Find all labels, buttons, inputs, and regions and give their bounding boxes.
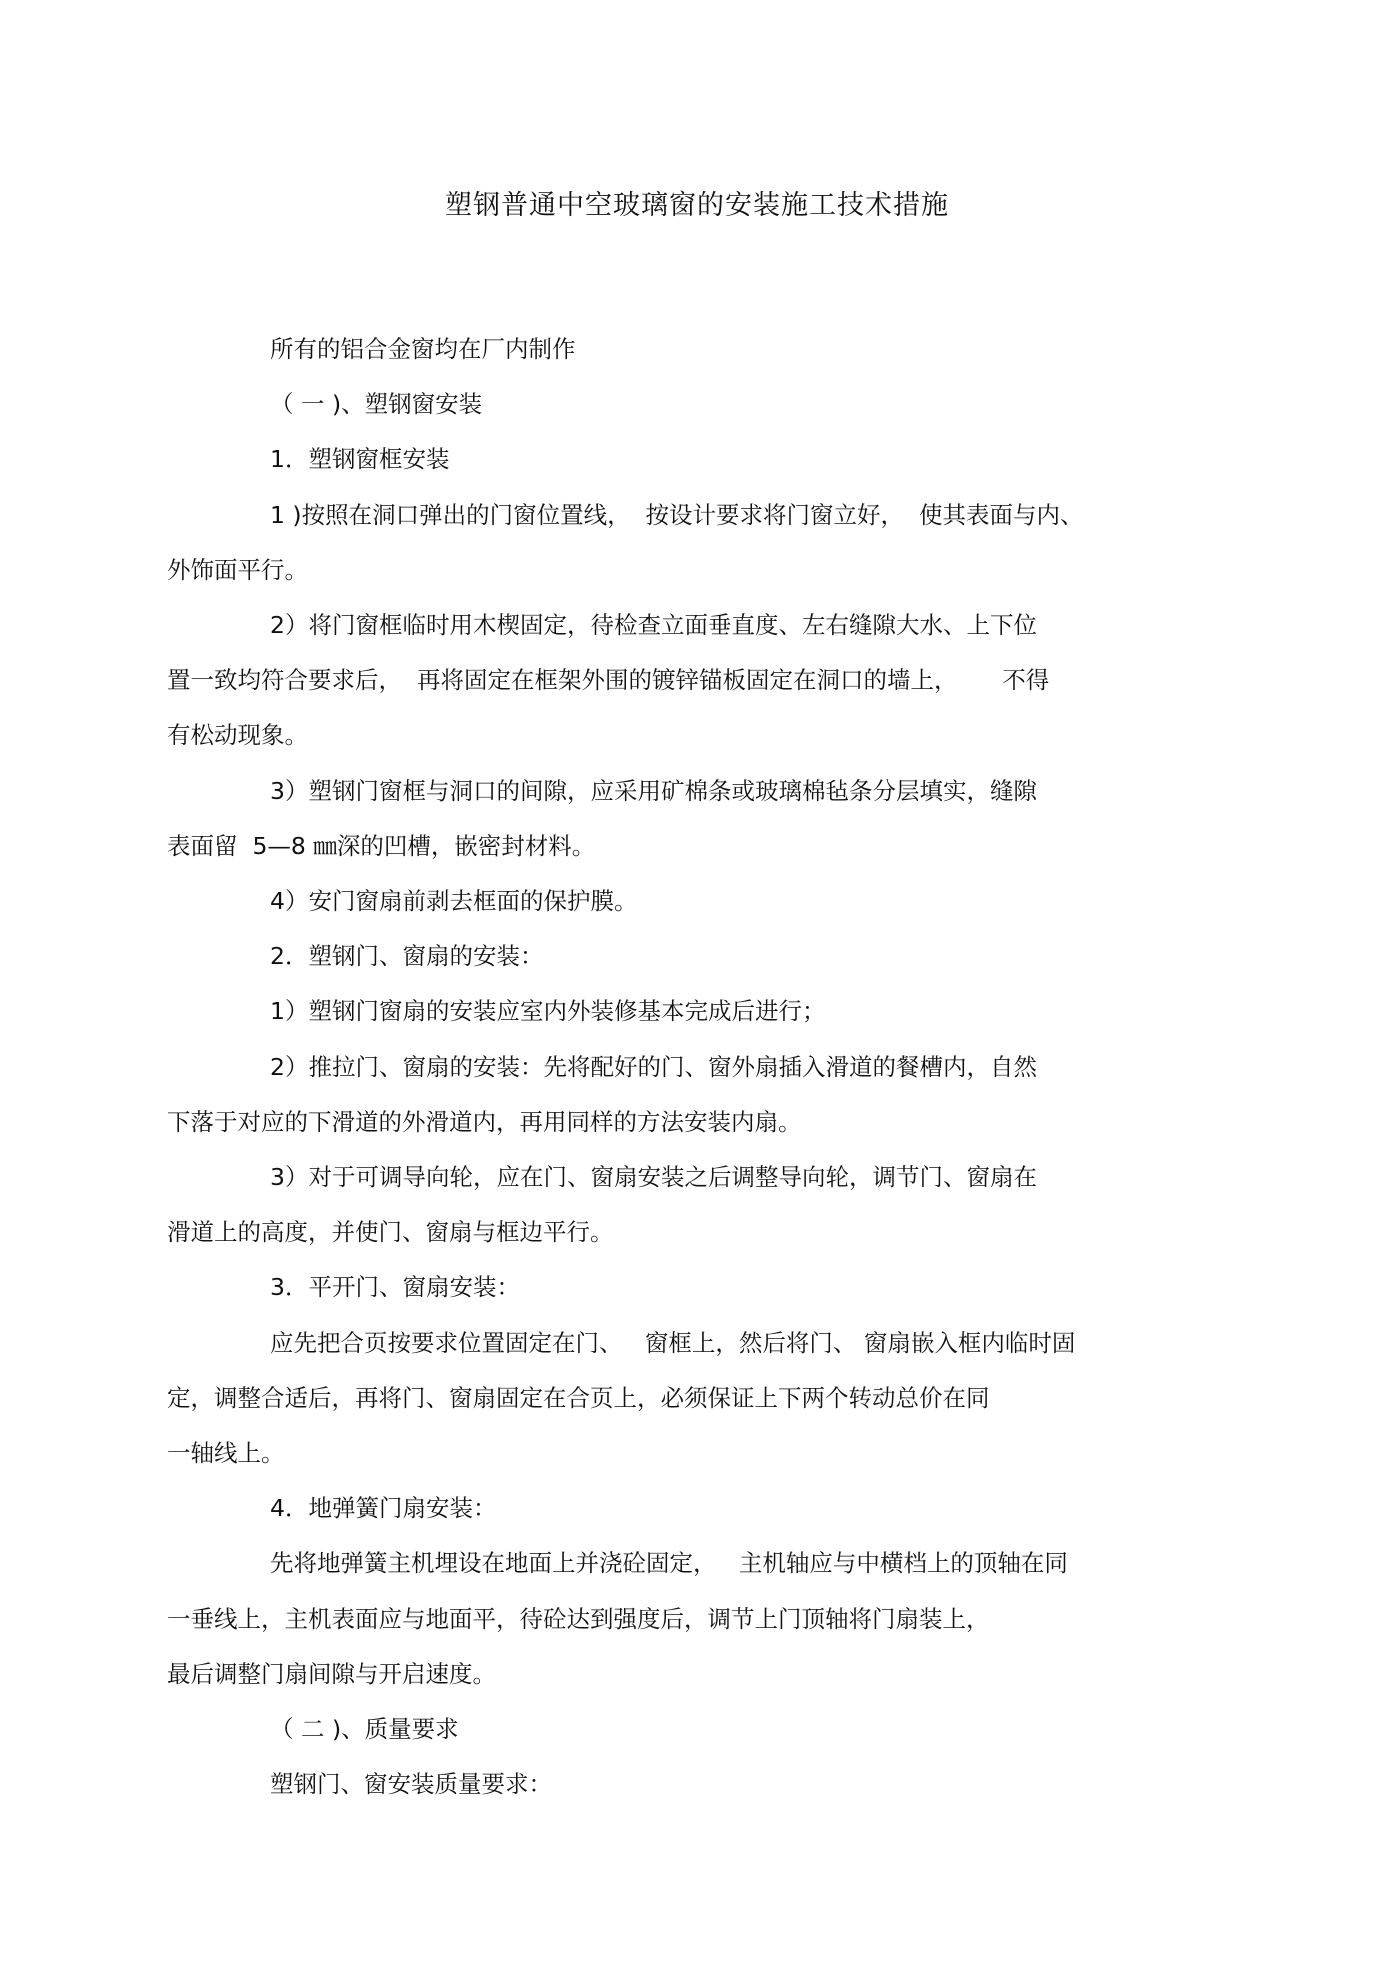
text-line: 定，调整合适后，再将门、窗扇固定在合页上，必须保证上下两个转动总价在同 bbox=[167, 1383, 990, 1412]
text-line: 置一致均符合要求后， 再将固定在框架外围的镀锌锚板固定在洞口的墙上， 不得 bbox=[167, 666, 1050, 695]
text-line: 3．平开门、窗扇安装： bbox=[270, 1273, 520, 1302]
text-line: 2）推拉门、窗扇的安装：先将配好的门、窗外扇插入滑道的餐槽内，自然 bbox=[270, 1052, 1037, 1081]
text-line: 最后调整门扇间隙与开启速度。 bbox=[167, 1659, 496, 1688]
text-line: 塑钢门、窗安装质量要求： bbox=[270, 1770, 552, 1799]
text-line: 2．塑钢门、窗扇的安装： bbox=[270, 942, 544, 971]
text-line: 4）安门窗扇前剥去框面的保护膜。 bbox=[270, 887, 638, 916]
text-line: 4．地弹簧门扇安装： bbox=[270, 1494, 497, 1523]
text-line: （ 二 )、质量要求 bbox=[270, 1715, 459, 1744]
text-line: 有松动现象。 bbox=[167, 721, 308, 750]
text-line: （ 一 )、塑钢窗安装 bbox=[270, 390, 483, 419]
text-line: 1）塑钢门窗扇的安装应室内外装修基本完成后进行； bbox=[270, 997, 826, 1026]
text-line: 滑道上的高度，并使门、窗扇与框边平行。 bbox=[167, 1218, 614, 1247]
text-line: 下落于对应的下滑道的外滑道内，再用同样的方法安装内扇。 bbox=[167, 1107, 802, 1136]
text-line: 所有的铝合金窗均在厂内制作 bbox=[270, 335, 576, 363]
text-line: 2）将门窗框临时用木楔固定，待检查立面垂直度、左右缝隙大水、上下位 bbox=[270, 611, 1037, 640]
text-line: 外饰面平行。 bbox=[167, 555, 308, 584]
text-line: 一垂线上，主机表面应与地面平，待砼达到强度后，调节上门顶轴将门扇装上， bbox=[167, 1604, 990, 1633]
text-line: 1 )按照在洞口弹出的门窗位置线， 按设计要求将门窗立好， 使其表面与内、 bbox=[270, 500, 1084, 529]
text-line: 应先把合页按要求位置固定在门、 窗框上，然后将门、 窗扇嵌入框内临时固 bbox=[270, 1328, 1076, 1357]
text-line: 表面留 5—8 ㎜深的凹槽，嵌密封材料。 bbox=[167, 831, 596, 860]
document-body bbox=[167, 322, 1192, 1812]
text-line: 先将地弹簧主机埋设在地面上并浇砼固定， 主机轴应与中横档上的顶轴在同 bbox=[270, 1549, 1068, 1578]
text-line: 一轴线上。 bbox=[167, 1439, 285, 1468]
text-line: 3）对于可调导向轮，应在门、窗扇安装之后调整导向轮，调节门、窗扇在 bbox=[270, 1163, 1037, 1192]
text-line: 1．塑钢窗框安装 bbox=[270, 445, 450, 474]
document-title: 塑钢普通中空玻璃窗的安装施工技术措施 bbox=[445, 190, 949, 221]
text-line: 3）塑钢门窗框与洞口的间隙，应采用矿棉条或玻璃棉毡条分层填实，缝隙 bbox=[270, 776, 1037, 805]
